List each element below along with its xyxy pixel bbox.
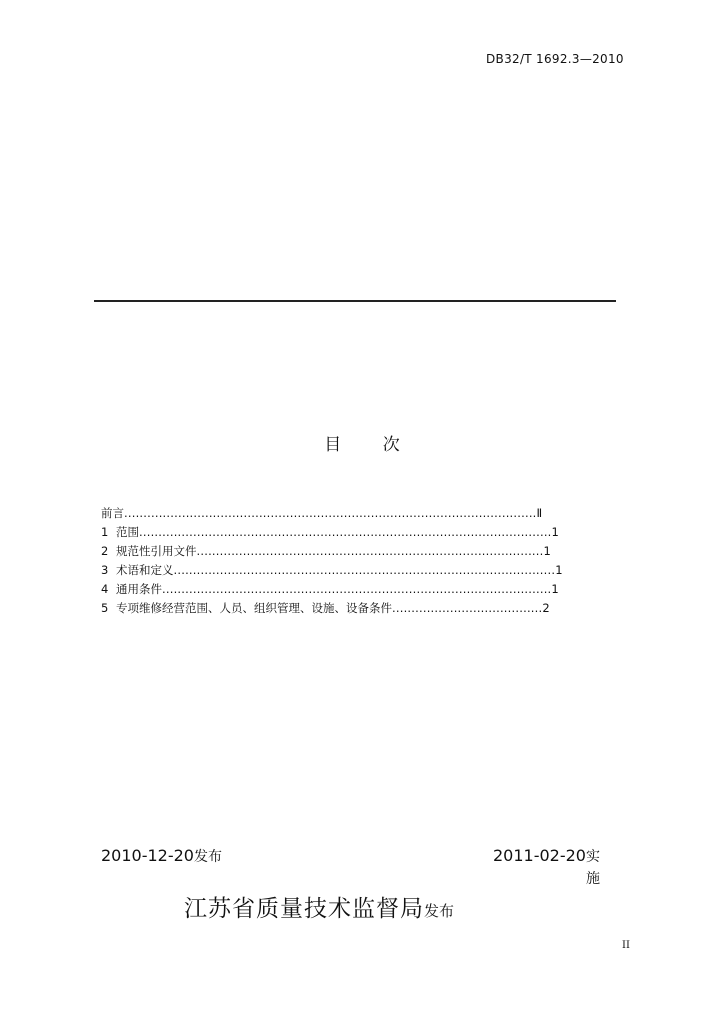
toc-entry-page: 2: [542, 601, 550, 615]
standard-code: DB32/T 1692.3—2010: [486, 52, 624, 66]
issuer-suffix: 发布: [424, 902, 455, 920]
implementation-date-value: 2011-02-20: [493, 846, 586, 865]
issue-date: [101, 846, 222, 866]
toc-entry-foreword[interactable]: [101, 504, 701, 522]
toc-entry-title: 术语和定义: [116, 563, 174, 577]
toc-entry-scope[interactable]: [101, 523, 701, 541]
horizontal-rule: [94, 300, 616, 302]
toc-entry-terms-definitions[interactable]: [101, 561, 701, 579]
toc-entry-number: 5: [101, 601, 109, 615]
toc-leader: ...........................................................................................................: [139, 525, 552, 539]
toc-leader: .......................................: [392, 601, 543, 615]
toc-entry-page: 1: [555, 563, 563, 577]
toc-entry-title: 范围: [116, 525, 139, 539]
toc-leader: ...........................................................................................................: [124, 506, 537, 520]
toc-title: 目 次: [324, 435, 418, 455]
toc-leader: ...................................................................................................: [173, 563, 556, 577]
page-number: II: [622, 940, 630, 951]
toc-entry-title: 规范性引用文件: [116, 544, 197, 558]
toc-entry-page: 1: [551, 582, 559, 596]
issue-label: 发布: [193, 849, 222, 865]
toc-entry-number: 4: [101, 582, 109, 596]
toc-entry-page: 1: [543, 544, 551, 558]
toc-entry-number: 2: [101, 544, 109, 558]
toc-entry-number: 3: [101, 563, 109, 577]
implementation-label: 实施: [585, 849, 600, 887]
toc-entry-general-conditions[interactable]: [101, 580, 701, 598]
toc-leader: .....................................................................................................: [162, 582, 552, 596]
toc-entry-title: 前言: [101, 506, 124, 520]
toc-leader: ..........................................................................................: [196, 544, 544, 558]
toc-entry-special-repair-conditions[interactable]: [101, 599, 701, 617]
toc-entry-normative-references[interactable]: [101, 542, 701, 560]
toc-entry-title: 通用条件: [116, 582, 162, 596]
issuer-name: 江苏省质量技术监督局: [184, 896, 424, 922]
implementation-date: [493, 846, 606, 887]
toc-entry-page: Ⅱ: [536, 506, 543, 520]
issue-date-value: 2010-12-20: [101, 846, 194, 865]
issuing-authority: [184, 890, 454, 923]
toc-entry-number: 1: [101, 525, 109, 539]
toc-entry-page: 1: [551, 525, 559, 539]
toc-entry-title: 专项维修经营范围、人员、组织管理、设施、设备条件: [116, 601, 392, 615]
